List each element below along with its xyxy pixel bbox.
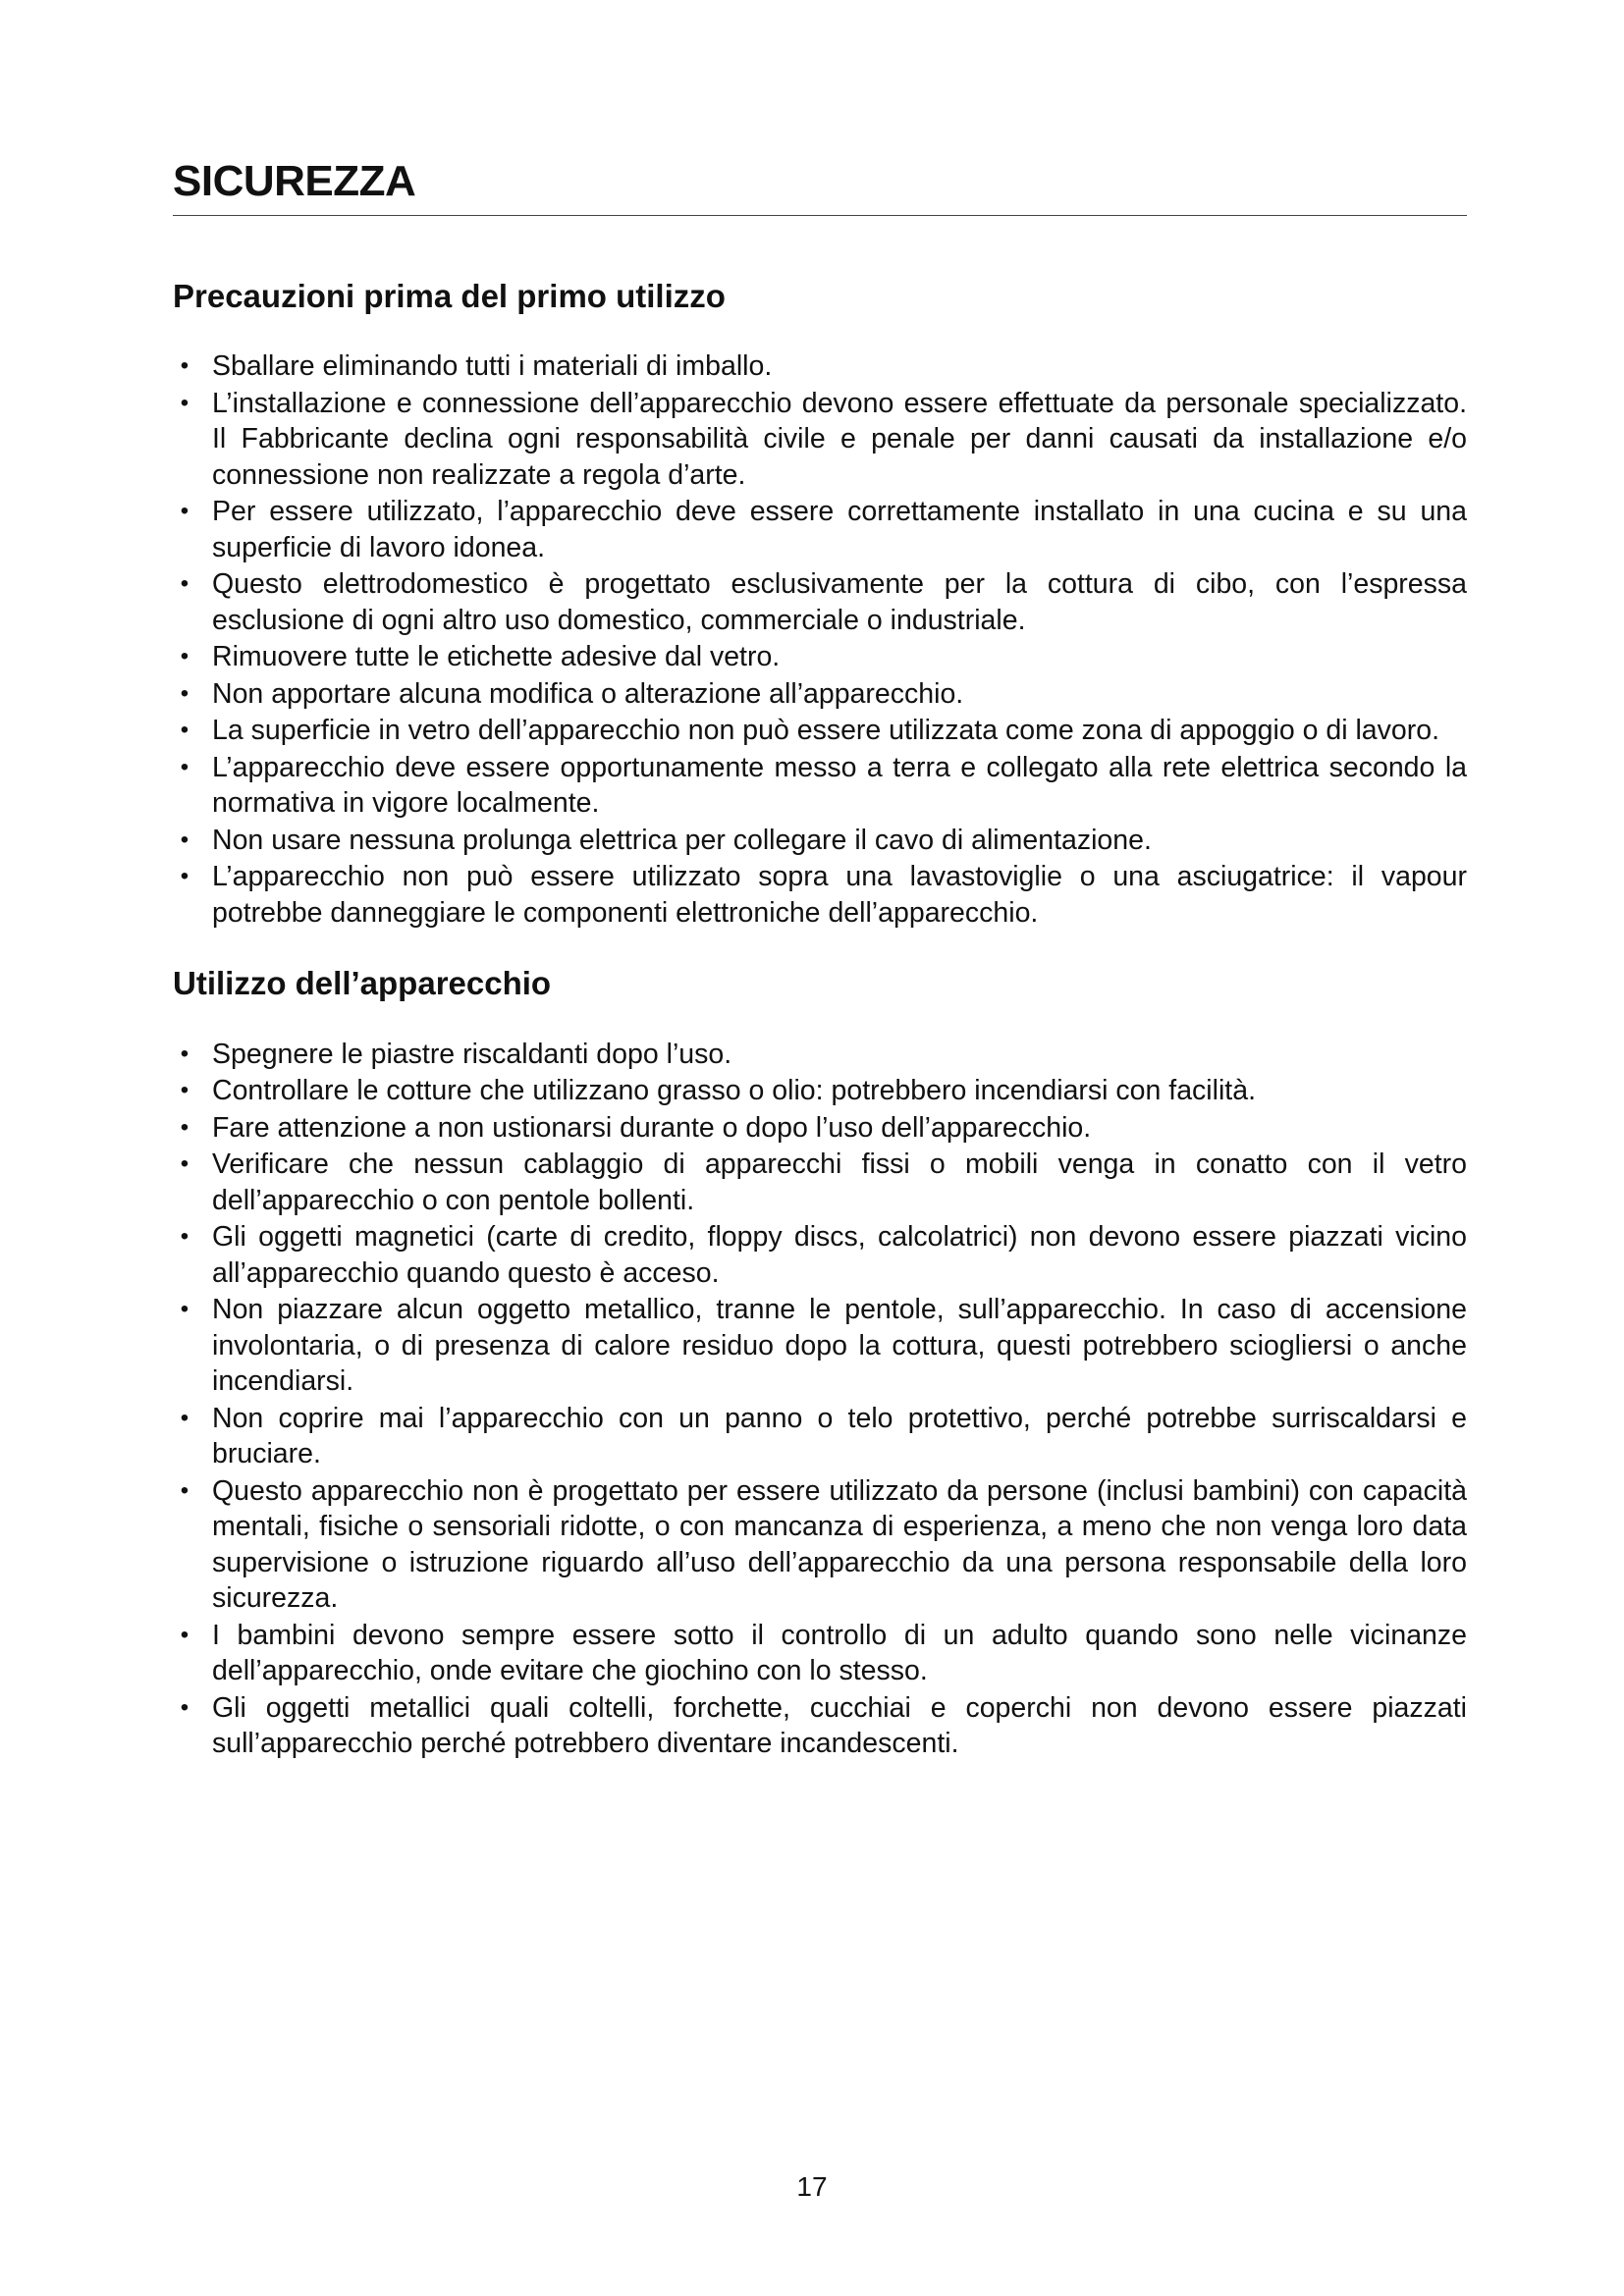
list-item-text: L’apparecchio non può essere utilizzato sopra una lavastoviglie o una asciugatrice: il vapour potrebbe danneggiare le componenti elettroniche dell’apparecchio.: [212, 861, 1467, 929]
bullet-icon: •: [180, 1476, 189, 1504]
list-item: [173, 1690, 1467, 1762]
list-item: [173, 1292, 1467, 1400]
list-item: [173, 494, 1467, 565]
bullet-icon: •: [180, 1150, 189, 1178]
list-item: [173, 1473, 1467, 1617]
bullet-icon: •: [180, 863, 189, 890]
list-item: [173, 1219, 1467, 1291]
bullet-icon: •: [180, 643, 189, 670]
list-item-text: L’installazione e connessione dell’apparecchio devono essere effettuate da personale specializzato. Il Fabbricante declina ogni responsabilità civile e penale per danni causati da installazione e/o connessione non realizzate a regola d’arte.: [212, 387, 1467, 491]
page-number: 17: [796, 2171, 828, 2202]
section-heading-precautions: Precauzioni prima del primo utilizzo: [173, 277, 726, 314]
list-item: [173, 1147, 1467, 1218]
page-title: SICUREZZA: [173, 157, 416, 205]
list-item: [173, 713, 1467, 749]
list-item-text: Verificare che nessun cablaggio di apparecchi fissi o mobili venga in conatto con il vetro dell’apparecchio o con pentole bollenti.: [212, 1148, 1467, 1216]
bullet-icon: •: [180, 753, 189, 780]
bullet-icon: •: [180, 570, 189, 598]
bullet-icon: •: [180, 679, 189, 707]
list-item-text: L’apparecchio deve essere opportunamente messo a terra e collegato alla rete elettrica secondo la normativa in vigore localmente.: [212, 751, 1467, 820]
bullet-icon: •: [180, 1113, 189, 1141]
list-item: [173, 639, 1467, 675]
list-item-text: Spegnere le piastre riscaldanti dopo l’uso.: [212, 1038, 732, 1070]
list-item: [173, 676, 1467, 713]
list-item: [173, 1401, 1467, 1472]
list-item: [173, 823, 1467, 859]
list-item: [173, 859, 1467, 931]
list-item-text: Rimuovere tutte le etichette adesive dal vetro.: [212, 641, 781, 673]
list-item: [173, 1110, 1467, 1147]
bullet-icon: •: [180, 1693, 189, 1721]
bullet-icon: •: [180, 389, 189, 416]
precautions-list: [173, 348, 1467, 931]
list-item-text: Non coprire mai l’apparecchio con un panno o telo protettivo, perché potrebbe surriscaldarsi e bruciare.: [212, 1402, 1467, 1470]
list-item: [173, 386, 1467, 494]
list-item-text: Gli oggetti magnetici (carte di credito, floppy discs, calcolatrici) non devono essere piazzati vicino all’apparecchio quando questo è acceso.: [212, 1221, 1467, 1289]
list-item: [173, 1037, 1467, 1073]
usage-list: [173, 1037, 1467, 1762]
list-item-text: Gli oggetti metallici quali coltelli, forchette, cucchiai e coperchi non devono essere piazzati sull’apparecchio perché potrebbero diventare incandescenti.: [212, 1691, 1467, 1760]
list-item-text: Non apportare alcuna modifica o alterazione all’apparecchio.: [212, 677, 964, 710]
bullet-icon: •: [180, 1296, 189, 1323]
list-item-text: Questo apparecchio non è progettato per essere utilizzato da persone (inclusi bambini) con capacità mentali, fisiche o sensoriali ridotte, o con mancanza di esperienza, a meno che non venga loro data supervisione o istruzione riguardo all’uso dell’apparecchio da una persona responsabile della loro sicurezza.: [212, 1474, 1467, 1615]
bullet-icon: •: [180, 1404, 189, 1431]
list-item-text: Sballare eliminando tutti i materiali di imballo.: [212, 350, 773, 383]
bullet-icon: •: [180, 1223, 189, 1251]
list-item: [173, 348, 1467, 385]
title-underline-divider: [173, 215, 1467, 216]
bullet-icon: •: [180, 826, 189, 853]
list-item: [173, 750, 1467, 822]
bullet-icon: •: [180, 352, 189, 380]
list-item: [173, 1618, 1467, 1689]
document-page: [173, 157, 1467, 1763]
bullet-icon: •: [180, 498, 189, 525]
bullet-icon: •: [180, 1040, 189, 1067]
section-heading-usage: Utilizzo dell’apparecchio: [173, 965, 552, 1002]
list-item: [173, 1073, 1467, 1109]
list-item-text: Questo elettrodomestico è progettato esclusivamente per la cottura di cibo, con l’espressa esclusione di ogni altro uso domestico, commerciale o industriale.: [212, 568, 1467, 636]
bullet-icon: •: [180, 1621, 189, 1648]
list-item-text: Per essere utilizzato, l’apparecchio deve essere correttamente installato in una cucina e su una superficie di lavoro idonea.: [212, 496, 1467, 563]
list-item: [173, 566, 1467, 638]
list-item-text: La superficie in vetro dell’apparecchio non può essere utilizzata come zona di appoggio o di lavoro.: [212, 715, 1440, 747]
bullet-icon: •: [180, 1077, 189, 1104]
list-item-text: I bambini devono sempre essere sotto il controllo di un adulto quando sono nelle vicinanze dell’apparecchio, onde evitare che giochino con lo stesso.: [212, 1619, 1467, 1687]
list-item-text: Controllare le cotture che utilizzano grasso o olio: potrebbero incendiarsi con facilità.: [212, 1075, 1256, 1107]
bullet-icon: •: [180, 717, 189, 744]
list-item-text: Fare attenzione a non ustionarsi durante o dopo l’uso dell’apparecchio.: [212, 1111, 1092, 1144]
list-item-text: Non usare nessuna prolunga elettrica per collegare il cavo di alimentazione.: [212, 824, 1152, 856]
list-item-text: Non piazzare alcun oggetto metallico, tranne le pentole, sull’apparecchio. In caso di accensione involontaria, o di presenza di calore residuo dopo la cottura, questi potrebbero sciogliersi o anche incendiarsi.: [212, 1294, 1467, 1398]
